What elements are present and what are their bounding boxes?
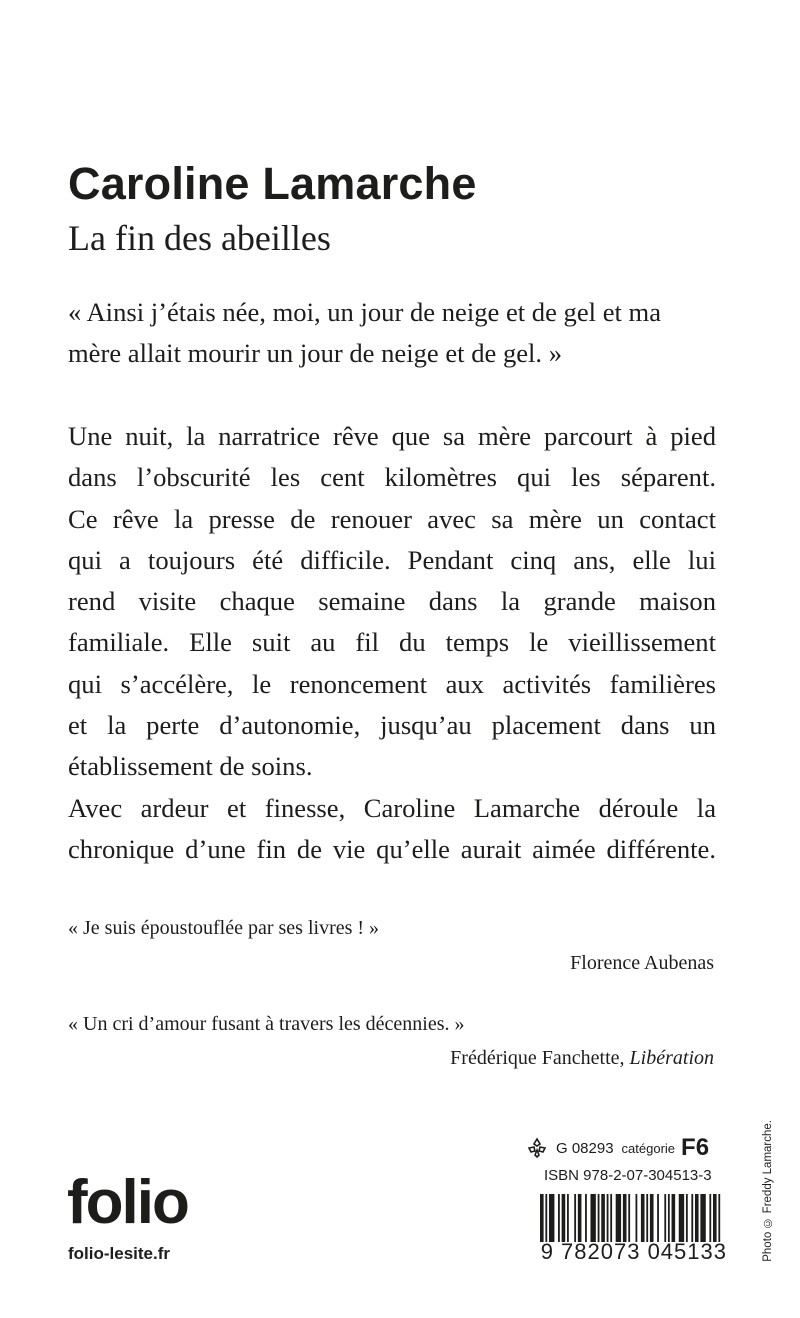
barcode-bar — [646, 1194, 648, 1242]
barcode-bar — [691, 1194, 693, 1242]
barcode-bar — [562, 1194, 566, 1242]
praise-quote: « Un cri d’amour fusant à travers les décennies. » — [68, 1013, 465, 1035]
summary-line: établissement de soins. — [68, 751, 313, 782]
barcode-bar — [623, 1194, 627, 1242]
barcode-bar — [718, 1194, 720, 1242]
epigraph-quote — [68, 292, 716, 375]
summary-line: rend visite chaque semaine dans la grande maison — [68, 586, 716, 617]
praise-source: Frédérique Fanchette, — [450, 1047, 630, 1069]
product-code: G 08293 — [556, 1139, 614, 1157]
praise-publication: Libération — [629, 1047, 714, 1069]
praise-source: Florence Aubenas — [570, 952, 714, 974]
barcode-bar — [700, 1194, 705, 1242]
summary-line: Une nuit, la narratrice rêve que sa mère parcourt à pied — [68, 421, 716, 451]
barcode-bar — [545, 1194, 547, 1242]
praise-attribution — [450, 1044, 714, 1072]
barcode-bar — [601, 1194, 605, 1242]
barcode-bar — [641, 1194, 645, 1242]
summary-line: familiale. Elle suit au fil du temps le vieillissement — [68, 627, 716, 658]
barcode-bar — [610, 1194, 612, 1242]
praise-quote: « Je suis époustouflée par ses livres ! » — [68, 917, 380, 939]
barcode-number: 9 782073 045133 — [540, 1239, 727, 1264]
summary-line: qui s’accélère, le renoncement aux activités familières — [68, 668, 716, 699]
category-label: catégorie — [621, 1140, 676, 1156]
summary-line: chronique d’une fin de vie qu’elle aurait aimée différente. — [68, 833, 716, 864]
book-summary — [68, 416, 716, 870]
barcode-bar — [657, 1194, 659, 1242]
barcode-bar — [578, 1194, 582, 1242]
publisher-logo: folio — [67, 1168, 188, 1237]
summary-line: et la perte d’autonomie, jusqu’au placement dans un — [68, 710, 716, 741]
barcode-bar — [567, 1194, 569, 1242]
photo-credit: Photo © Freddy Lamarche. — [762, 1120, 774, 1262]
barcode-bar — [668, 1194, 670, 1242]
summary-line: qui a toujours été difficile. Pendant cinq ans, elle lui — [68, 544, 716, 575]
barcode-bar — [686, 1194, 688, 1242]
barcode-bar — [709, 1194, 711, 1242]
praise-attribution — [570, 949, 714, 977]
publisher-emblem-icon — [526, 1137, 548, 1159]
barcode-bar — [607, 1194, 609, 1242]
barcode-bar — [585, 1194, 587, 1242]
barcode-bar — [616, 1194, 621, 1242]
barcode-bar — [574, 1194, 576, 1242]
barcode-bar — [549, 1194, 554, 1242]
summary-line: Avec ardeur et finesse, Caroline Lamarche déroule la — [68, 792, 716, 823]
barcode-bar — [628, 1194, 630, 1242]
author-name: Caroline Lamarche — [68, 158, 477, 209]
barcode-bar — [540, 1194, 544, 1242]
quote-line: « Ainsi j’étais née, moi, un jour de neige et de gel et ma — [68, 297, 662, 327]
barcode-bar — [679, 1194, 684, 1242]
summary-line: dans l’obscurité les cent kilomètres qui les séparent. — [68, 462, 716, 493]
book-title: La fin des abeilles — [68, 218, 331, 258]
barcode — [540, 1194, 722, 1242]
quote-line: mère allait mourir un jour de neige et de gel. » — [68, 338, 563, 369]
barcode-bar — [650, 1194, 654, 1242]
barcode-bar — [590, 1194, 595, 1242]
barcode-bar — [598, 1194, 600, 1242]
product-code-line — [526, 1132, 709, 1164]
publisher-website: folio-lesite.fr — [68, 1244, 171, 1263]
isbn: ISBN 978-2-07-304513-3 — [544, 1167, 712, 1184]
barcode-bar — [695, 1194, 699, 1242]
barcode-bar — [636, 1194, 638, 1242]
barcode-bar — [664, 1194, 666, 1242]
barcode-bar — [558, 1194, 560, 1242]
barcode-bar — [672, 1194, 676, 1242]
summary-line: Ce rêve la presse de renouer avec sa mère un contact — [68, 503, 716, 534]
barcode-bar — [713, 1194, 717, 1242]
category-value: F6 — [681, 1134, 710, 1161]
